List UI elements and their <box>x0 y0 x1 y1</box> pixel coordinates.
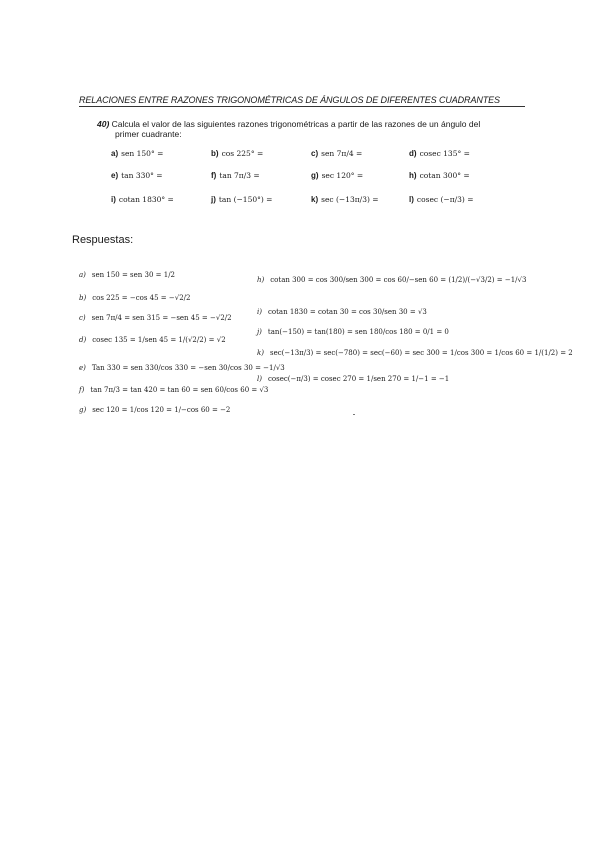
answer-j <box>257 328 449 337</box>
answer-a <box>79 271 175 280</box>
answer-g <box>79 406 230 415</box>
problem-label: i) <box>111 195 116 204</box>
problem-label: f) <box>211 171 217 180</box>
answer-label: a) <box>79 271 86 279</box>
problem-expr: cosec 135° = <box>419 149 470 158</box>
problem-c <box>311 149 362 158</box>
problem-label: c) <box>311 149 319 158</box>
answers-heading: Respuestas: <box>72 234 134 246</box>
answer-text: sen 150 = sen 30 = 1/2 <box>91 271 176 279</box>
problem-label: j) <box>211 195 216 204</box>
document-title: RELACIONES ENTRE RAZONES TRIGONOMÉTRICAS DE ÁNGULOS DE DIFERENTES CUADRANTES <box>79 95 525 107</box>
answer-k <box>257 349 573 358</box>
problem-f <box>211 171 260 180</box>
problem-label: h) <box>409 171 417 180</box>
problem-expr: tan 7π/3 = <box>219 171 260 180</box>
answer-label: g) <box>79 406 87 414</box>
answer-label: i) <box>257 308 262 316</box>
problem-expr: cosec (−π/3) = <box>416 195 474 204</box>
answer-b <box>79 294 190 303</box>
answer-c <box>79 314 232 323</box>
answer-text: sec 120 = 1/cos 120 = 1/−cos 60 = −2 <box>92 406 231 414</box>
problem-expr: sen 150° = <box>121 149 164 158</box>
answer-label: k) <box>257 349 264 357</box>
answer-d <box>79 336 226 345</box>
answer-text: tan 7π/3 = tan 420 = tan 60 = sen 60/cos 60 = √3 <box>90 386 269 394</box>
answer-f <box>79 386 268 395</box>
answer-label: h) <box>257 276 265 284</box>
answer-l <box>257 375 449 384</box>
answer-text: cosec 135 = 1/sen 45 = 1/(√2/2) = √2 <box>92 336 226 344</box>
problem-expr: cotan 1830° = <box>118 195 174 204</box>
stray-dot <box>353 414 355 415</box>
problem-expr: sec 120° = <box>321 171 364 180</box>
problem-expr: tan 330° = <box>121 171 163 180</box>
problem-label: g) <box>311 171 319 180</box>
exercise-number: 40) <box>97 119 110 129</box>
answer-text: cos 225 = −cos 45 = −√2/2 <box>92 294 191 302</box>
problem-b <box>211 149 263 158</box>
answer-label: j) <box>257 328 262 336</box>
problem-d <box>409 149 470 158</box>
answer-label: l) <box>257 375 262 383</box>
problem-expr: cotan 300° = <box>419 171 470 180</box>
problem-expr: cos 225° = <box>221 149 264 158</box>
answer-text: cotan 300 = cos 300/sen 300 = cos 60/−sen 60 = (1/2)/(−√3/2) = −1/√3 <box>270 276 527 284</box>
answer-label: e) <box>79 364 86 372</box>
problem-a <box>111 149 163 158</box>
answer-text: sec(−13π/3) = sec(−780) = sec(−60) = sec 300 = 1/cos 300 = 1/cos 60 = 1/(1/2) = 2 <box>269 349 573 357</box>
problem-expr: sen 7π/4 = <box>321 149 363 158</box>
problem-label: b) <box>211 149 219 158</box>
problem-l <box>409 195 474 204</box>
problem-g <box>311 171 363 180</box>
problem-expr: sec (−13π/3) = <box>321 195 379 204</box>
exercise-statement <box>97 119 527 139</box>
answer-text: cosec(−π/3) = cosec 270 = 1/sen 270 = 1/−1 = −1 <box>267 375 450 383</box>
answer-label: f) <box>79 386 85 394</box>
exercise-line-1 <box>97 119 527 129</box>
answer-text: tan(−150) = tan(180) = sen 180/cos 180 = 0/1 = 0 <box>267 328 449 336</box>
problem-label: d) <box>409 149 417 158</box>
problem-label: a) <box>111 149 119 158</box>
answer-text: sen 7π/4 = sen 315 = −sen 45 = −√2/2 <box>91 314 232 322</box>
problem-k <box>311 195 379 204</box>
answer-label: d) <box>79 336 87 344</box>
problem-label: l) <box>409 195 414 204</box>
answer-label: b) <box>79 294 87 302</box>
problem-i <box>111 195 174 204</box>
problem-e <box>111 171 163 180</box>
problem-j <box>211 195 272 204</box>
answer-i <box>257 308 427 317</box>
problem-h <box>409 171 470 180</box>
answer-e <box>79 364 285 373</box>
exercise-text-1: Calcula el valor de las siguientes razones trigonométricas a partir de las razones de un ángulo del <box>111 119 481 129</box>
exercise-text-2: primer cuadrante: <box>115 129 182 139</box>
answer-h <box>257 276 526 285</box>
answer-text: Tan 330 = sen 330/cos 330 = −sen 30/cos 30 = −1/√3 <box>91 364 285 372</box>
answer-text: cotan 1830 = cotan 30 = cos 30/sen 30 = √3 <box>267 308 427 316</box>
problem-expr: tan (−150°) = <box>218 195 273 204</box>
problem-label: k) <box>311 195 319 204</box>
answer-label: c) <box>79 314 86 322</box>
problem-label: e) <box>111 171 119 180</box>
